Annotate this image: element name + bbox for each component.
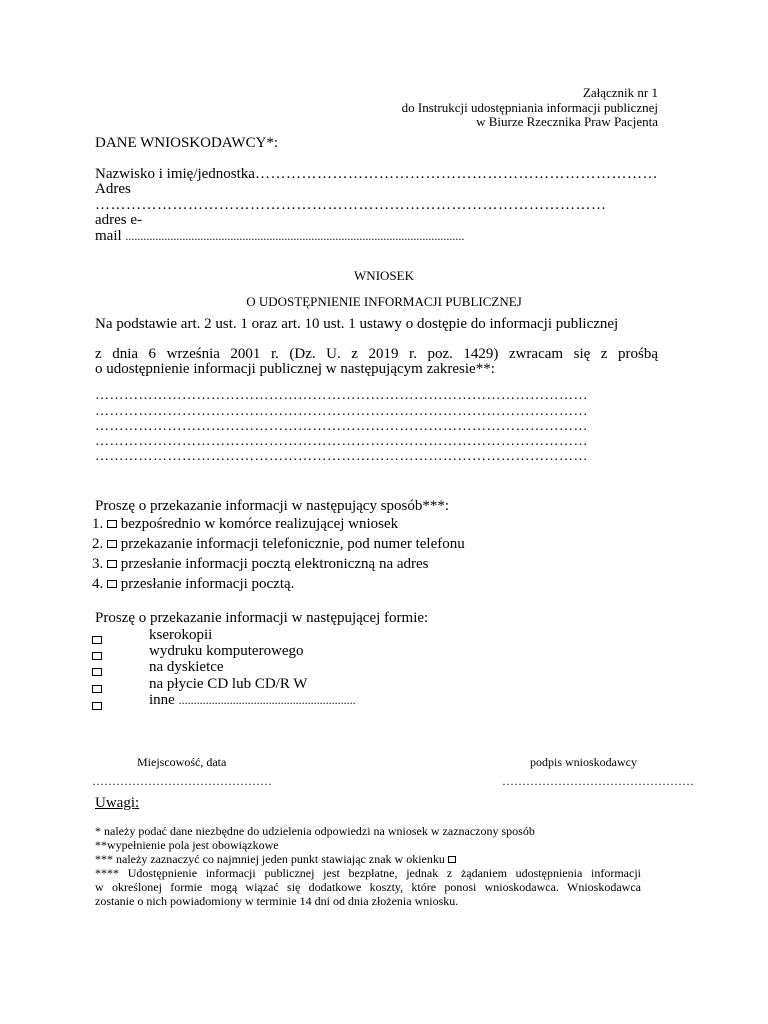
signature-line: ………………………………………… bbox=[502, 774, 694, 788]
notes-heading: Uwagi: bbox=[95, 795, 140, 811]
note-1: * należy podać dane niezbędne do udzielenia odpowiedzi na wniosek w zaznaczony sposób bbox=[95, 824, 535, 838]
legal-basis-line3: o udostępnienie informacji publicznej w następującym zakresie**: bbox=[95, 361, 495, 377]
note-3-row bbox=[95, 852, 456, 867]
delivery-option-number: 1. bbox=[92, 516, 104, 532]
form-option-checkbox[interactable] bbox=[92, 698, 102, 716]
checkbox[interactable] bbox=[107, 560, 117, 568]
other-fill-line: ........................................................... bbox=[178, 693, 356, 707]
form-option-label: inne bbox=[149, 692, 175, 708]
delivery-option-number: 4. bbox=[92, 576, 104, 592]
delivery-option-label: przesłanie informacji pocztą. bbox=[120, 576, 295, 592]
note-3: *** należy zaznaczyć co najmniej jeden punkt stawiając znak w okienku bbox=[95, 852, 445, 866]
form-option-label: na płycie CD lub CD/R W bbox=[149, 676, 308, 692]
annex-number: Załącznik nr 1 bbox=[582, 85, 658, 100]
name-label: Nazwisko i imię/jednostka bbox=[95, 166, 255, 182]
scope-line: ………………………………………………………………………………………… bbox=[95, 449, 588, 464]
form-option-checkbox[interactable] bbox=[92, 681, 102, 699]
applicant-heading: DANE WNIOSKODAWCY*: bbox=[95, 135, 279, 151]
delivery-option-number: 3. bbox=[92, 556, 104, 572]
place-date-line: ……………………………………… bbox=[92, 774, 272, 788]
note-4-line1: **** Udostępnienie informacji publicznej jest bezpłatne, jednak z żądaniem udostępnienia informacji bbox=[95, 866, 641, 880]
scope-line: ………………………………………………………………………………………… bbox=[95, 404, 588, 419]
signature-label: podpis wnioskodawcy bbox=[530, 755, 637, 769]
legal-basis-line2: z dnia 6 września 2001 r. (Dz. U. z 2019 r. poz. 1429) zwracam się z prośbą bbox=[95, 346, 658, 362]
form-option-label: na dyskietce bbox=[149, 659, 224, 675]
delivery-heading: Proszę o przekazanie informacji w następujący sposób***: bbox=[95, 498, 450, 514]
note-2: **wypełnienie pola jest obowiązkowe bbox=[95, 838, 279, 852]
checkbox[interactable] bbox=[107, 540, 117, 548]
address-label: Adres bbox=[95, 181, 131, 197]
delivery-option-number: 2. bbox=[92, 536, 104, 552]
name-fill-line: …………………………………………………………………… bbox=[254, 166, 658, 182]
request-title: WNIOSEK bbox=[354, 268, 414, 283]
place-date-label: Miejscowość, data bbox=[137, 755, 227, 769]
scope-line: ………………………………………………………………………………………… bbox=[95, 419, 588, 434]
checkbox[interactable] bbox=[107, 580, 117, 588]
delivery-option bbox=[92, 536, 465, 553]
form-heading: Proszę o przekazanie informacji w następującej formie: bbox=[95, 610, 429, 626]
note-4-line3: zostanie o nich powiadomiony w terminie 14 dni od dnia złożenia wniosku. bbox=[95, 894, 459, 908]
delivery-option bbox=[92, 556, 429, 573]
address-fill-line: ……………………………………………………………………………………… bbox=[95, 197, 607, 213]
delivery-option bbox=[92, 516, 398, 533]
email-fill-line: ................................................................................................................. bbox=[125, 229, 465, 243]
form-option-label: kserokopii bbox=[149, 627, 213, 643]
checkbox[interactable] bbox=[107, 520, 117, 528]
form-option-label: wydruku komputerowego bbox=[149, 643, 304, 659]
delivery-option-label: przesłanie informacji pocztą elektroniczną na adres bbox=[120, 556, 429, 572]
form-option-checkbox[interactable] bbox=[92, 664, 102, 682]
checkbox-icon bbox=[448, 856, 456, 863]
form-option-other-row bbox=[149, 692, 356, 709]
request-subtitle: O UDOSTĘPNIENIE INFORMACJI PUBLICZNEJ bbox=[246, 294, 522, 309]
email-label-1: adres e- bbox=[95, 212, 143, 228]
email-field-row bbox=[95, 228, 464, 245]
name-field-row bbox=[95, 166, 658, 183]
note-4-line2: w określonej formie mogą wiązać się dodatkowe koszty, które ponosi wnioskodawca. Wnioskodawca bbox=[95, 880, 641, 894]
email-label-2: mail bbox=[95, 228, 122, 244]
scope-line: ………………………………………………………………………………………… bbox=[95, 434, 588, 449]
delivery-option bbox=[92, 576, 294, 593]
annex-office: w Biurze Rzecznika Praw Pacjenta bbox=[476, 114, 658, 129]
delivery-option-label: przekazanie informacji telefonicznie, pod numer telefonu bbox=[120, 536, 465, 552]
legal-basis-line1: Na podstawie art. 2 ust. 1 oraz art. 10 ust. 1 ustawy o dostępie do informacji publicznej bbox=[95, 316, 619, 332]
scope-line: ………………………………………………………………………………………… bbox=[95, 388, 588, 403]
delivery-option-label: bezpośrednio w komórce realizującej wniosek bbox=[120, 516, 399, 532]
annex-instruction: do Instrukcji udostępniania informacji publicznej bbox=[401, 100, 658, 115]
